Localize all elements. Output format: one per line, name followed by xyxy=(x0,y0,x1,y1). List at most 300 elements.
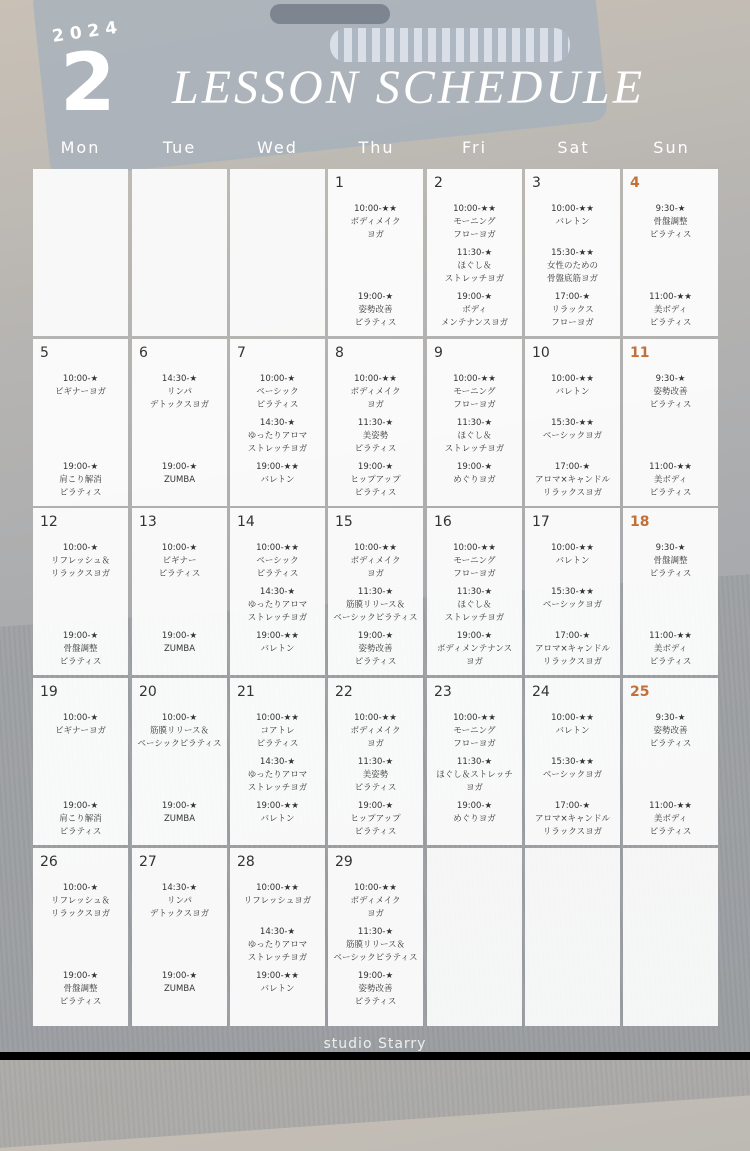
lesson-name: ストレッチヨガ xyxy=(247,783,308,793)
lesson-entry xyxy=(328,970,423,1009)
lesson-name: ピラティス xyxy=(649,400,692,410)
day-cell xyxy=(132,339,227,506)
lesson-time: 10:00-★★ xyxy=(256,883,299,893)
day-cell xyxy=(427,339,522,506)
lesson-name: メンテナンスヨガ xyxy=(440,318,509,328)
lesson-time: 10:00-★★ xyxy=(551,204,594,214)
day-cell xyxy=(33,339,128,506)
page-title: LESSON SCHEDULE xyxy=(172,61,646,114)
lesson-name: ビギナーヨガ xyxy=(54,387,106,397)
lesson-entry xyxy=(328,373,423,412)
lesson-time: 14:30-★ xyxy=(259,927,296,937)
lesson-time: 14:30-★ xyxy=(259,587,296,597)
lesson-time: 11:30-★ xyxy=(456,418,493,428)
lesson-entry xyxy=(33,373,128,399)
day-cell xyxy=(328,339,423,506)
lesson-entry xyxy=(328,203,423,242)
lesson-name: ピラティス xyxy=(158,569,201,579)
lesson-entry xyxy=(33,712,128,738)
lesson-time: 14:30-★ xyxy=(161,883,198,893)
lesson-entry xyxy=(427,203,522,242)
lesson-name: ヨガ xyxy=(465,657,483,667)
lesson-entry xyxy=(230,373,325,412)
lesson-name: ゆったりアロマ xyxy=(247,940,308,950)
lesson-name: 姿勢改善 xyxy=(358,984,393,994)
lesson-time: 10:00-★★ xyxy=(453,713,496,723)
empty-day-cell xyxy=(33,169,128,336)
lesson-name: ピラティス xyxy=(354,783,397,793)
lesson-entry xyxy=(427,291,522,330)
lesson-time: 19:00-★ xyxy=(161,971,198,981)
lesson-name: バレトン xyxy=(260,814,295,824)
lesson-name: ボディメイク xyxy=(350,896,401,906)
day-cell xyxy=(132,678,227,845)
lesson-entry xyxy=(623,203,718,242)
lesson-name: フローヨガ xyxy=(453,230,496,240)
lesson-name: ほぐし＆ xyxy=(457,431,492,441)
day-cell xyxy=(132,848,227,1026)
lesson-time: 10:00-★ xyxy=(161,713,198,723)
lesson-name: ストレッチヨガ xyxy=(444,274,505,284)
weekday-mon: Mon xyxy=(60,138,101,157)
lesson-name: ピラティス xyxy=(59,997,102,1007)
lesson-time: 11:00-★★ xyxy=(649,462,692,472)
day-number: 19 xyxy=(40,684,58,700)
lesson-time: 10:00-★ xyxy=(259,374,296,384)
lesson-entry xyxy=(33,542,128,581)
lesson-name: 筋膜リリース＆ xyxy=(149,726,210,736)
lesson-name: ピラティス xyxy=(649,318,692,328)
lesson-name: 肩こり解消 xyxy=(59,475,102,485)
lesson-name: ピラティス xyxy=(649,569,692,579)
day-cell xyxy=(328,678,423,845)
lesson-name: ZUMBA xyxy=(163,814,196,824)
lesson-entry xyxy=(328,712,423,751)
studio-name: studio Starry xyxy=(323,1036,427,1052)
day-number: 10 xyxy=(532,345,550,361)
lesson-name: ストレッチヨガ xyxy=(444,444,505,454)
lesson-name: ゆったりアロマ xyxy=(247,600,308,610)
lesson-entry xyxy=(427,417,522,456)
lesson-entry xyxy=(230,970,325,996)
lesson-entry xyxy=(230,882,325,908)
roller-background xyxy=(270,4,390,24)
lesson-time: 10:00-★★ xyxy=(354,374,397,384)
lesson-name: ベーシックピラティス xyxy=(333,613,418,623)
lesson-name: ボディメイク xyxy=(350,217,401,227)
lesson-time: 11:30-★ xyxy=(456,587,493,597)
lesson-name: 美ボディ xyxy=(653,305,688,315)
day-cell xyxy=(525,508,620,675)
day-cell xyxy=(33,678,128,845)
weekday-fri: Fri xyxy=(461,138,488,157)
lesson-name: 筋膜リリース＆ xyxy=(345,600,406,610)
lesson-time: 19:00-★ xyxy=(357,462,394,472)
day-number: 28 xyxy=(237,854,255,870)
lesson-entry xyxy=(328,417,423,456)
lesson-entry xyxy=(132,373,227,412)
lesson-name: 姿勢改善 xyxy=(653,726,688,736)
lesson-time: 15:30-★★ xyxy=(551,757,594,767)
lesson-entry xyxy=(623,630,718,669)
lesson-name: ピラティス xyxy=(354,488,397,498)
weekday-header-row xyxy=(33,138,719,160)
lesson-entry xyxy=(525,203,620,229)
day-number: 22 xyxy=(335,684,353,700)
lesson-name: ボディメイク xyxy=(350,726,401,736)
lesson-entry xyxy=(328,630,423,669)
lesson-time: 19:00-★ xyxy=(456,801,493,811)
lesson-time: 19:00-★ xyxy=(62,631,99,641)
day-cell xyxy=(230,508,325,675)
lesson-time: 11:30-★ xyxy=(456,757,493,767)
lesson-time: 11:30-★ xyxy=(357,587,394,597)
lesson-entry xyxy=(132,712,227,751)
lesson-time: 19:00-★ xyxy=(357,971,394,981)
lesson-time: 19:00-★ xyxy=(62,462,99,472)
lesson-name: 筋膜リリース＆ xyxy=(345,940,406,950)
lesson-name: 骨盤調整 xyxy=(653,556,688,566)
lesson-name: フローヨガ xyxy=(551,318,594,328)
lesson-name: リラックスヨガ xyxy=(542,827,603,837)
day-number: 23 xyxy=(434,684,452,700)
lesson-time: 10:00-★★ xyxy=(354,883,397,893)
lesson-name: ピラティス xyxy=(649,657,692,667)
day-cell xyxy=(427,678,522,845)
lesson-entry xyxy=(328,926,423,965)
day-number: 25 xyxy=(630,684,650,700)
day-number: 12 xyxy=(40,514,58,530)
day-number: 26 xyxy=(40,854,58,870)
lesson-time: 10:00-★ xyxy=(62,883,99,893)
lesson-name: フローヨガ xyxy=(453,569,496,579)
lesson-name: 骨盤底筋ヨガ xyxy=(546,274,598,284)
lesson-name: ストレッチヨガ xyxy=(247,613,308,623)
day-number: 9 xyxy=(434,345,443,361)
lesson-name: めぐりヨガ xyxy=(453,814,496,824)
day-number: 21 xyxy=(237,684,255,700)
lesson-time: 9:30-★ xyxy=(655,204,686,214)
lesson-entry xyxy=(328,291,423,330)
lesson-time: 10:00-★★ xyxy=(256,543,299,553)
lesson-name: ベーシックピラティス xyxy=(333,953,418,963)
lesson-time: 15:30-★★ xyxy=(551,248,594,258)
lesson-entry xyxy=(623,712,718,751)
lesson-entry xyxy=(525,800,620,839)
lesson-name: フローヨガ xyxy=(453,400,496,410)
lesson-time: 10:00-★★ xyxy=(453,204,496,214)
lesson-time: 19:00-★★ xyxy=(256,971,299,981)
weekday-tue: Tue xyxy=(162,138,197,157)
lesson-name: バレトン xyxy=(555,556,590,566)
weekday-sun: Sun xyxy=(653,138,690,157)
lesson-entry xyxy=(427,630,522,669)
lesson-name: ヨガ xyxy=(366,909,384,919)
lesson-time: 17:00-★ xyxy=(554,801,591,811)
lesson-name: ヒップアップ xyxy=(350,814,401,824)
lesson-time: 19:00-★ xyxy=(62,971,99,981)
lesson-time: 19:00-★★ xyxy=(256,801,299,811)
lesson-time: 10:00-★★ xyxy=(453,374,496,384)
lesson-entry xyxy=(525,630,620,669)
lesson-time: 19:00-★ xyxy=(357,292,394,302)
lesson-name: ほぐし＆ストレッチ xyxy=(436,770,513,780)
lesson-time: 10:00-★★ xyxy=(354,713,397,723)
massage-roller-background xyxy=(330,28,570,62)
lesson-time: 14:30-★ xyxy=(161,374,198,384)
lesson-name: ビギナーヨガ xyxy=(54,726,106,736)
lesson-time: 19:00-★ xyxy=(161,631,198,641)
lesson-time: 11:00-★★ xyxy=(649,801,692,811)
day-number: 16 xyxy=(434,514,452,530)
lesson-entry xyxy=(623,800,718,839)
year-label: 2024 xyxy=(50,17,125,47)
lesson-entry xyxy=(230,417,325,456)
lesson-name: ピラティス xyxy=(649,827,692,837)
day-number: 4 xyxy=(630,175,640,191)
lesson-time: 11:30-★ xyxy=(357,757,394,767)
lesson-name: ピラティス xyxy=(59,657,102,667)
lesson-entry xyxy=(427,247,522,286)
lesson-name: ボディメイク xyxy=(350,387,401,397)
lesson-entry xyxy=(525,247,620,286)
lesson-entry xyxy=(230,586,325,625)
lesson-name: アロマ×キャンドル xyxy=(534,814,611,824)
lesson-name: ベーシックヨガ xyxy=(542,770,603,780)
lesson-time: 19:00-★ xyxy=(456,631,493,641)
lesson-name: 美ボディ xyxy=(653,475,688,485)
lesson-name: ヨガ xyxy=(465,783,483,793)
lesson-name: アロマ×キャンドル xyxy=(534,644,611,654)
lesson-entry xyxy=(33,461,128,500)
empty-day-cell xyxy=(427,848,522,1026)
lesson-name: 肩こり解消 xyxy=(59,814,102,824)
day-cell xyxy=(230,678,325,845)
lesson-time: 10:00-★★ xyxy=(551,374,594,384)
lesson-time: 10:00-★★ xyxy=(551,543,594,553)
weekday-thu: Thu xyxy=(358,138,395,157)
lesson-name: リラックスヨガ xyxy=(542,488,603,498)
lesson-entry xyxy=(427,373,522,412)
lesson-name: 骨盤調整 xyxy=(63,644,98,654)
day-cell xyxy=(33,508,128,675)
lesson-entry xyxy=(230,926,325,965)
lesson-time: 19:00-★★ xyxy=(256,462,299,472)
lesson-entry xyxy=(132,800,227,826)
empty-day-cell xyxy=(525,848,620,1026)
lesson-time: 19:00-★ xyxy=(456,462,493,472)
lesson-time: 14:30-★ xyxy=(259,757,296,767)
lesson-name: ストレッチヨガ xyxy=(247,444,308,454)
lesson-entry xyxy=(623,542,718,581)
lesson-name: バレトン xyxy=(555,726,590,736)
lesson-name: リフレッシュ＆ xyxy=(51,896,110,906)
day-number: 14 xyxy=(237,514,255,530)
day-number: 6 xyxy=(139,345,148,361)
lesson-name: リフレッシュ＆ xyxy=(51,556,110,566)
day-cell xyxy=(623,339,718,506)
lesson-name: ピラティス xyxy=(59,827,102,837)
lesson-time: 14:30-★ xyxy=(259,418,296,428)
lesson-name: モーニング xyxy=(453,556,496,566)
lesson-name: 姿勢改善 xyxy=(358,305,393,315)
lesson-entry xyxy=(623,291,718,330)
day-number: 8 xyxy=(335,345,344,361)
lesson-entry xyxy=(33,882,128,921)
lesson-entry xyxy=(525,586,620,612)
lesson-time: 19:00-★ xyxy=(62,801,99,811)
lesson-entry xyxy=(525,756,620,782)
lesson-name: リンパ xyxy=(167,387,192,397)
lesson-entry xyxy=(132,882,227,921)
lesson-entry xyxy=(427,461,522,487)
lesson-entry xyxy=(525,712,620,738)
lesson-time: 19:00-★★ xyxy=(256,631,299,641)
lesson-time: 10:00-★ xyxy=(161,543,198,553)
lesson-name: ベーシック xyxy=(256,556,299,566)
lesson-name: ベーシックヨガ xyxy=(542,600,603,610)
lesson-name: 骨盤調整 xyxy=(653,217,688,227)
lesson-entry xyxy=(230,630,325,656)
lesson-name: ゆったりアロマ xyxy=(247,431,308,441)
lesson-name: モーニング xyxy=(453,726,496,736)
lesson-time: 11:30-★ xyxy=(456,248,493,258)
lesson-name: バレトン xyxy=(555,217,590,227)
lesson-name: 姿勢改善 xyxy=(358,644,393,654)
lesson-name: ストレッチヨガ xyxy=(247,953,308,963)
lesson-name: めぐりヨガ xyxy=(453,475,496,485)
lesson-time: 19:00-★ xyxy=(456,292,493,302)
lesson-entry xyxy=(132,630,227,656)
day-cell xyxy=(623,678,718,845)
bottom-bar xyxy=(0,1052,750,1060)
lesson-name: リフレッシュヨガ xyxy=(243,896,312,906)
lesson-name: ベーシックヨガ xyxy=(542,431,603,441)
lesson-name: ボディメンテナンス xyxy=(436,644,513,654)
lesson-entry xyxy=(328,882,423,921)
lesson-name: ほぐし＆ xyxy=(457,261,492,271)
day-number: 1 xyxy=(335,175,344,191)
lesson-name: ヒップアップ xyxy=(350,475,401,485)
lesson-name: リラックスヨガ xyxy=(50,909,111,919)
day-cell xyxy=(132,508,227,675)
lesson-name: ボディ xyxy=(462,305,487,315)
lesson-time: 19:00-★ xyxy=(357,631,394,641)
lesson-time: 15:30-★★ xyxy=(551,587,594,597)
lesson-name: ヨガ xyxy=(366,569,384,579)
lesson-time: 19:00-★ xyxy=(357,801,394,811)
lesson-name: バレトン xyxy=(260,644,295,654)
day-cell xyxy=(623,508,718,675)
lesson-entry xyxy=(427,586,522,625)
lesson-entry xyxy=(328,800,423,839)
lesson-entry xyxy=(328,461,423,500)
lesson-time: 9:30-★ xyxy=(655,713,686,723)
day-cell xyxy=(230,339,325,506)
lesson-name: ベーシックピラティス xyxy=(137,739,222,749)
lesson-name: フローヨガ xyxy=(453,739,496,749)
day-number: 29 xyxy=(335,854,353,870)
lesson-time: 17:00-★ xyxy=(554,462,591,472)
day-cell xyxy=(525,169,620,336)
lesson-name: バレトン xyxy=(555,387,590,397)
lesson-name: 骨盤調整 xyxy=(63,984,98,994)
lesson-name: モーニング xyxy=(453,217,496,227)
lesson-name: ピラティス xyxy=(256,400,299,410)
day-number: 24 xyxy=(532,684,550,700)
lesson-time: 19:00-★ xyxy=(161,801,198,811)
lesson-entry xyxy=(525,373,620,399)
lesson-name: リラックスヨガ xyxy=(50,569,111,579)
day-number: 11 xyxy=(630,345,650,361)
lesson-name: リラックスヨガ xyxy=(542,657,603,667)
lesson-time: 11:30-★ xyxy=(357,418,394,428)
lesson-name: ピラティス xyxy=(649,488,692,498)
lesson-entry xyxy=(427,800,522,826)
lesson-name: ヨガ xyxy=(366,400,384,410)
lesson-name: ストレッチヨガ xyxy=(444,613,505,623)
lesson-name: リラックス xyxy=(551,305,594,315)
day-number: 5 xyxy=(40,345,49,361)
lesson-name: デトックスヨガ xyxy=(149,909,210,919)
lesson-name: コアトレ xyxy=(260,726,295,736)
day-cell xyxy=(230,848,325,1026)
weekday-sat: Sat xyxy=(557,138,590,157)
lesson-name: ピラティス xyxy=(354,997,397,1007)
lesson-time: 9:30-★ xyxy=(655,543,686,553)
lesson-name: ほぐし＆ xyxy=(457,600,492,610)
lesson-name: 美姿勢 xyxy=(362,431,389,441)
lesson-entry xyxy=(427,712,522,751)
lesson-name: 女性のための xyxy=(546,261,598,271)
day-cell xyxy=(623,169,718,336)
lesson-entry xyxy=(33,970,128,1009)
lesson-time: 10:00-★ xyxy=(62,374,99,384)
day-number: 27 xyxy=(139,854,157,870)
day-cell xyxy=(427,169,522,336)
lesson-entry xyxy=(33,800,128,839)
lesson-entry xyxy=(230,756,325,795)
month-number: 2 xyxy=(60,36,116,129)
lesson-name: ゆったりアロマ xyxy=(247,770,308,780)
lesson-time: 10:00-★ xyxy=(62,713,99,723)
lesson-name: バレトン xyxy=(260,475,295,485)
lesson-time: 15:30-★★ xyxy=(551,418,594,428)
lesson-name: ヨガ xyxy=(366,739,384,749)
lesson-name: ZUMBA xyxy=(163,475,196,485)
lesson-entry xyxy=(230,542,325,581)
day-number: 20 xyxy=(139,684,157,700)
day-cell xyxy=(328,169,423,336)
lesson-name: ピラティス xyxy=(354,827,397,837)
lesson-entry xyxy=(525,542,620,568)
day-number: 2 xyxy=(434,175,443,191)
empty-day-cell xyxy=(132,169,227,336)
day-cell xyxy=(33,848,128,1026)
lesson-name: ピラティス xyxy=(354,657,397,667)
lesson-name: 姿勢改善 xyxy=(653,387,688,397)
lesson-time: 19:00-★ xyxy=(161,462,198,472)
lesson-time: 11:00-★★ xyxy=(649,292,692,302)
lesson-time: 11:00-★★ xyxy=(649,631,692,641)
lesson-name: ピラティス xyxy=(649,230,692,240)
lesson-name: リンパ xyxy=(167,896,192,906)
day-cell xyxy=(525,678,620,845)
lesson-time: 10:00-★★ xyxy=(453,543,496,553)
lesson-name: アロマ×キャンドル xyxy=(534,475,611,485)
lesson-time: 10:00-★★ xyxy=(354,204,397,214)
lesson-time: 10:00-★★ xyxy=(551,713,594,723)
